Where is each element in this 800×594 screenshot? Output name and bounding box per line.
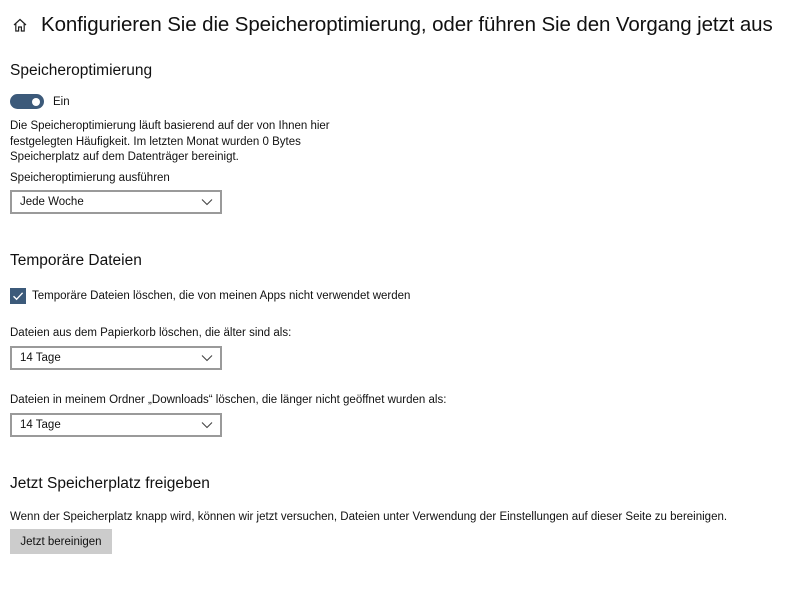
toggle-state-label: Ein (53, 95, 70, 108)
toggle-knob (32, 98, 40, 106)
downloads-label: Dateien in meinem Ordner „Downloads“ löschen, die länger nicht geöffnet wurden als: (10, 394, 447, 406)
free-space-heading: Jetzt Speicherplatz freigeben (10, 475, 210, 492)
run-frequency-label: Speicheroptimierung ausführen (10, 172, 170, 184)
storage-sense-description-line3: Speicherplatz auf dem Datenträger bereinigt. (10, 151, 239, 163)
recycle-bin-value: 14 Tage (20, 352, 61, 364)
storage-sense-description-line1: Die Speicheroptimierung läuft basierend auf der von Ihnen hier (10, 120, 330, 132)
downloads-value: 14 Tage (20, 419, 61, 431)
storage-sense-toggle-row (10, 94, 70, 109)
checkmark-icon (12, 290, 24, 302)
run-frequency-dropdown[interactable] (10, 190, 222, 214)
storage-sense-description-line2: festgelegten Häufigkeit. Im letzten Monat wurden 0 Bytes (10, 136, 301, 148)
clean-now-button[interactable]: Jetzt bereinigen (10, 529, 112, 554)
chevron-down-icon (201, 198, 213, 206)
home-icon[interactable] (10, 15, 30, 35)
delete-temp-files-option[interactable] (10, 288, 410, 304)
recycle-bin-dropdown[interactable] (10, 346, 222, 370)
delete-temp-files-label: Temporäre Dateien löschen, die von meinen Apps nicht verwendet werden (32, 290, 411, 302)
chevron-down-icon (201, 354, 213, 362)
downloads-dropdown[interactable] (10, 413, 222, 437)
run-frequency-value: Jede Woche (20, 196, 84, 208)
temp-files-heading: Temporäre Dateien (10, 252, 142, 269)
recycle-bin-label: Dateien aus dem Papierkorb löschen, die älter sind als: (10, 327, 292, 339)
page-title: Konfigurieren Sie die Speicheroptimierung, oder führen Sie den Vorgang jetzt aus (41, 13, 773, 36)
page-header (10, 10, 773, 40)
chevron-down-icon (201, 421, 213, 429)
delete-temp-files-checkbox[interactable] (10, 288, 26, 304)
storage-sense-heading: Speicheroptimierung (10, 62, 153, 79)
free-space-description: Wenn der Speicherplatz knapp wird, können wir jetzt versuchen, Dateien unter Verwendung der Einstellungen auf dieser Seite zu bereinigen. (10, 511, 728, 523)
storage-sense-toggle[interactable] (10, 94, 44, 109)
